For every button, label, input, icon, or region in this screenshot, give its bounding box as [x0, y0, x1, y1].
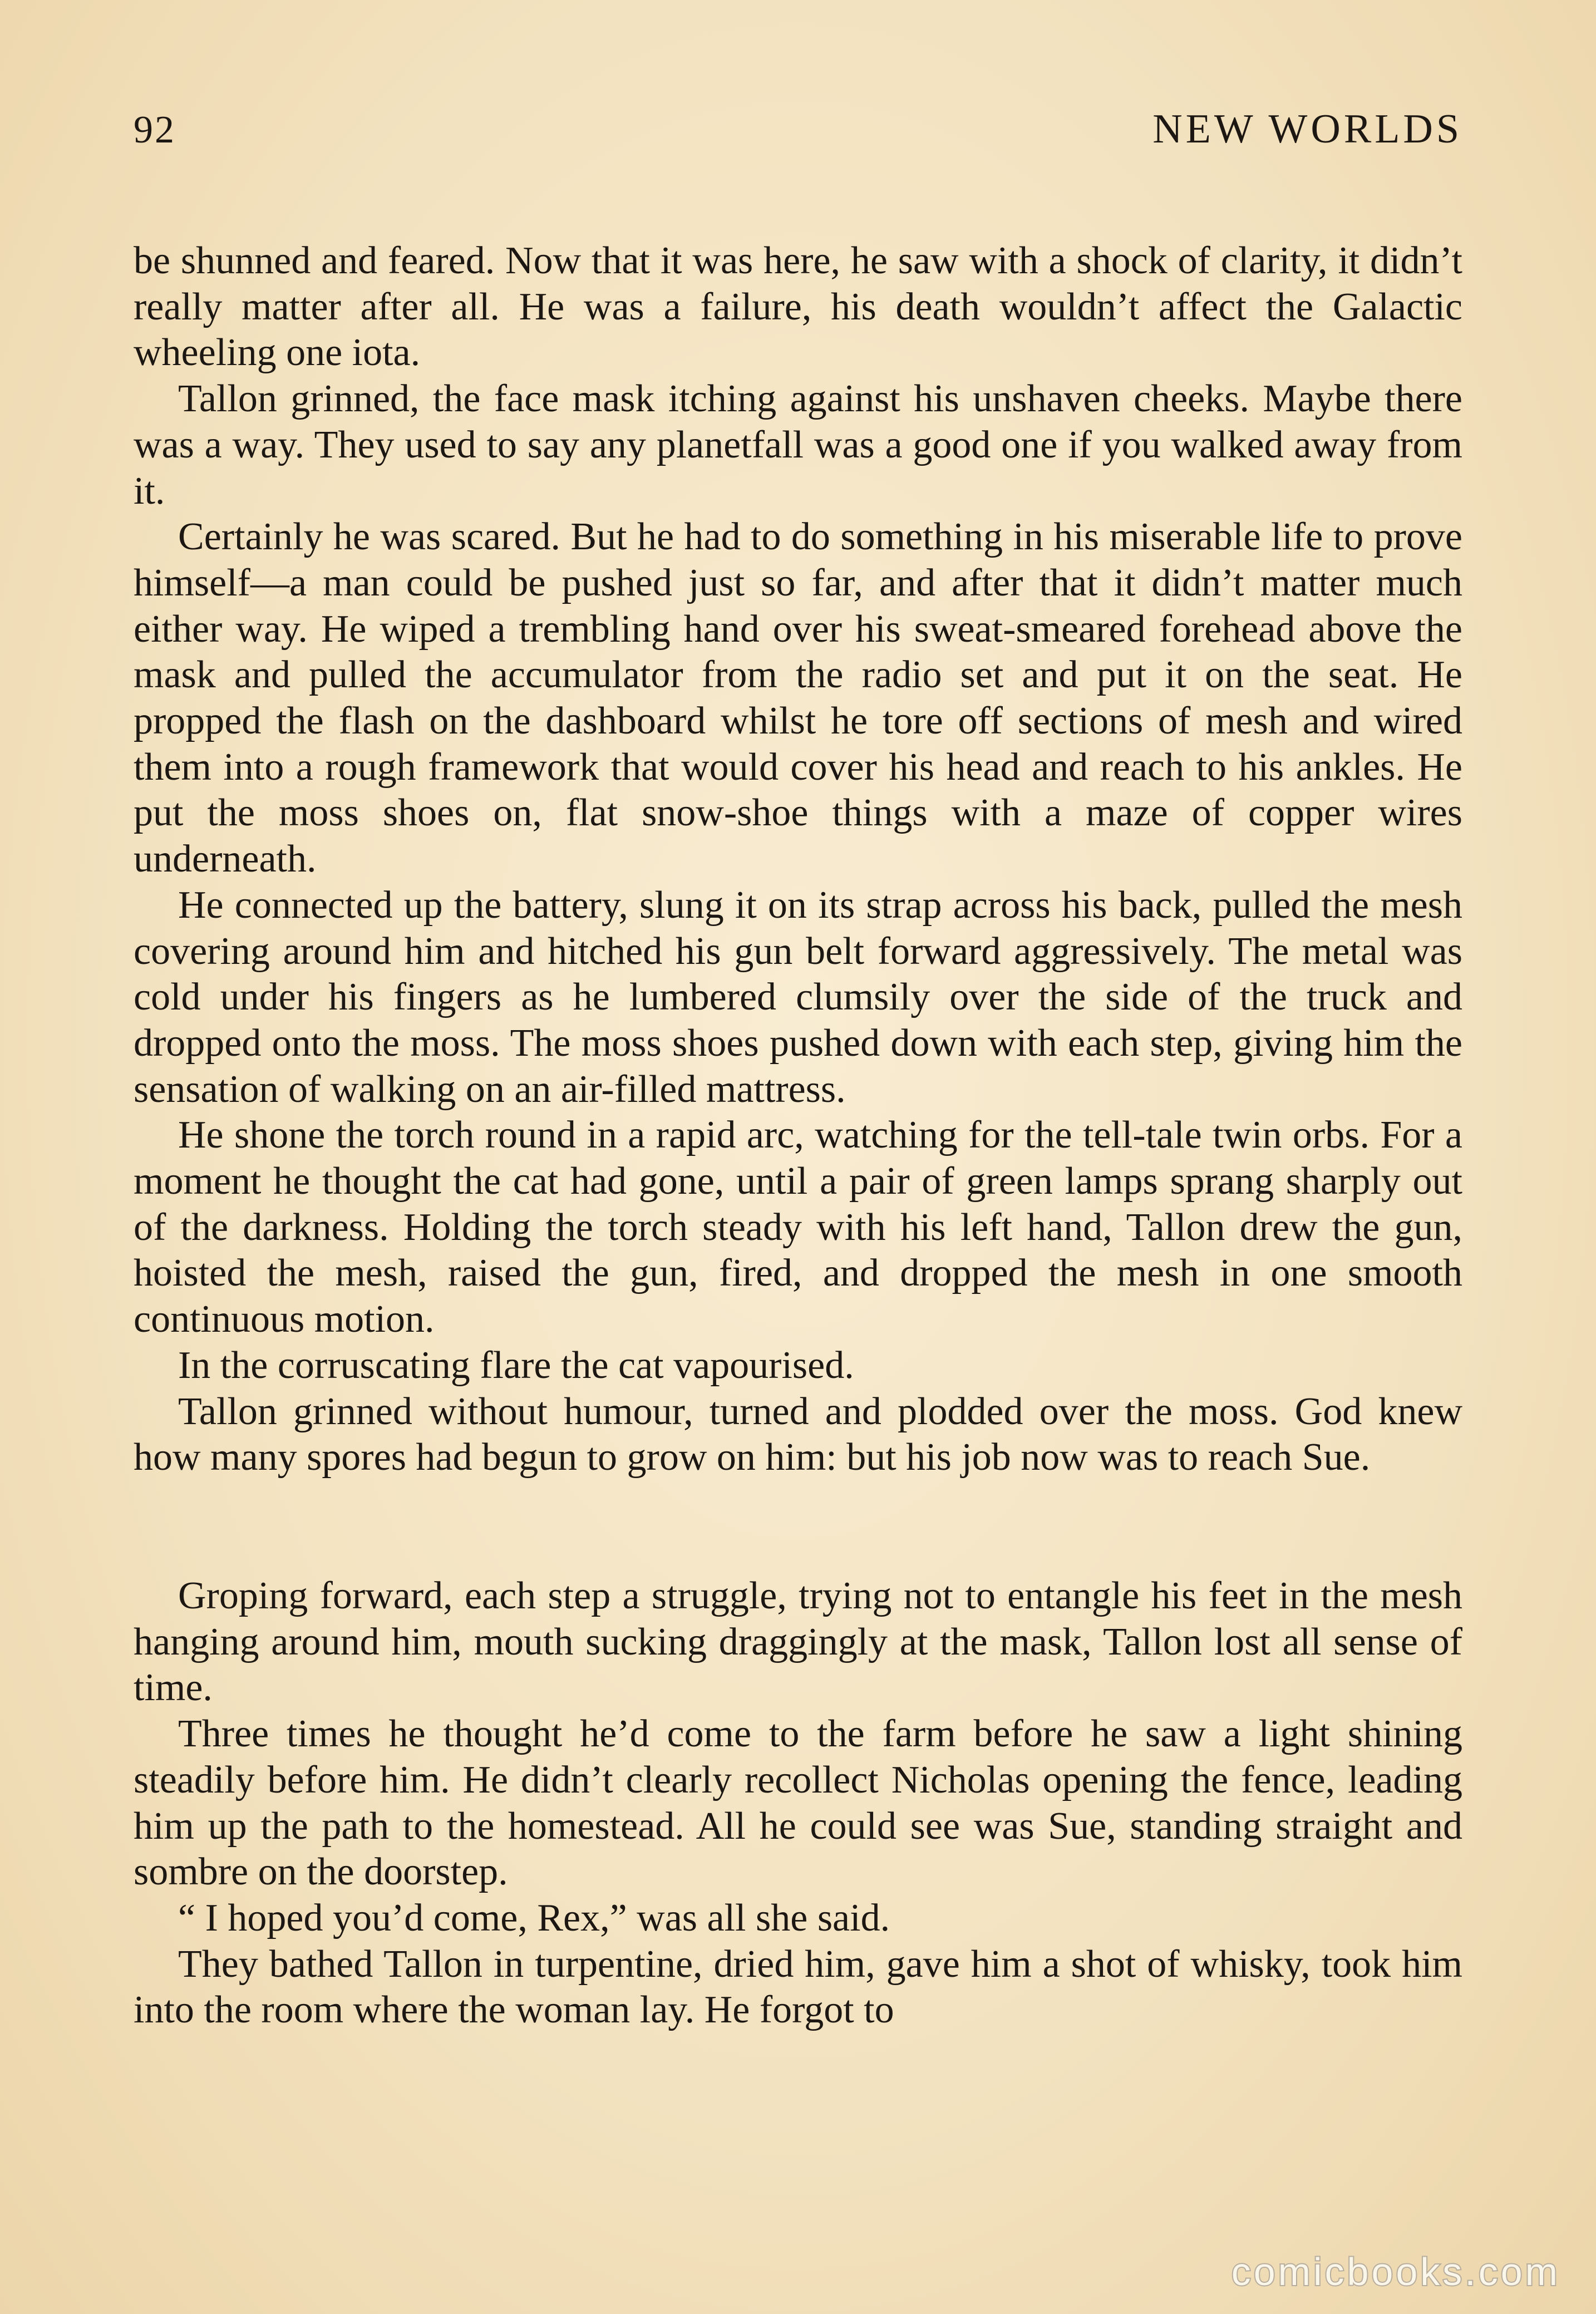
site-watermark: comicbooks.com	[1231, 2250, 1560, 2293]
paragraph: Tallon grinned without humour, turned and plodded over the moss. God knew how many spores had begun to grow on him: but his job now was to reach Sue.	[134, 1390, 1462, 1479]
paragraph: Groping forward, each step a struggle, trying not to entangle his feet in the mesh hanging around him, mouth sucking draggingly at the mask, Tallon lost all sense of time.	[134, 1574, 1462, 1710]
running-head: NEW WORLDS	[1152, 106, 1462, 152]
book-page	[134, 106, 1462, 2034]
paragraph: be shunned and feared. Now that it was here, he saw with a shock of clarity, it didn’t really matter after all. He was a failure, his death wouldn’t affect the Galactic wheeling one iota.	[134, 239, 1462, 375]
story-text	[134, 238, 1462, 2034]
paragraph: He connected up the battery, slung it on its strap across his back, pulled the mesh covering around him and hitched his gun belt forward aggressively. The metal was cold under his fingers as he lumbered clumsily over the side of the truck and dropped onto the moss. The moss shoes pushed down with each step, giving him the sensation of walking on an air-filled mattress.	[134, 883, 1462, 1111]
paragraph: Tallon grinned, the face mask itching against his unshaven cheeks. Maybe there was a way. They used to say any planetfall was a good one if you walked away from it.	[134, 377, 1462, 513]
paragraph: He shone the torch round in a rapid arc, watching for the tell-tale twin orbs. For a moment he thought the cat had gone, until a pair of green lamps sprang sharply out of the darkness. Holding the torch steady with his left hand, Tallon drew the gun, hoisted the mesh, raised the gun, fired, and dropped the mesh in one smooth continuous motion.	[134, 1114, 1462, 1341]
paragraph: “ I hoped you’d come, Rex,” was all she said.	[178, 1896, 890, 1939]
paragraph: Certainly he was scared. But he had to do something in his miserable life to prove himself—a man could be pushed just so far, and after that it didn’t matter much either way. He wiped a trembling hand over his sweat-smeared forehead above the mask and pulled the accumulator from the radio set and put it on the seat. He propped the flash on the dashboard whilst he tore off sections of mesh and wired them into a rough framework that would cover his head and reach to his ankles. He put the moss shoes on, flat snow-shoe things with a maze of copper wires underneath.	[134, 515, 1462, 881]
paragraph: In the corruscating flare the cat vapourised.	[178, 1343, 854, 1387]
paragraph: They bathed Tallon in turpentine, dried him, gave him a shot of whisky, took him into the room where the woman lay. He forgot to	[134, 1942, 1462, 2032]
page-header	[134, 106, 1462, 167]
page-number: 92	[134, 109, 176, 151]
paragraph: Three times he thought he’d come to the farm before he saw a light shining steadily before him. He didn’t clearly recollect Nicholas opening the fence, leading him up the path to the homestead. All he could see was Sue, standing straight and sombre on the doorstep.	[134, 1712, 1462, 1894]
